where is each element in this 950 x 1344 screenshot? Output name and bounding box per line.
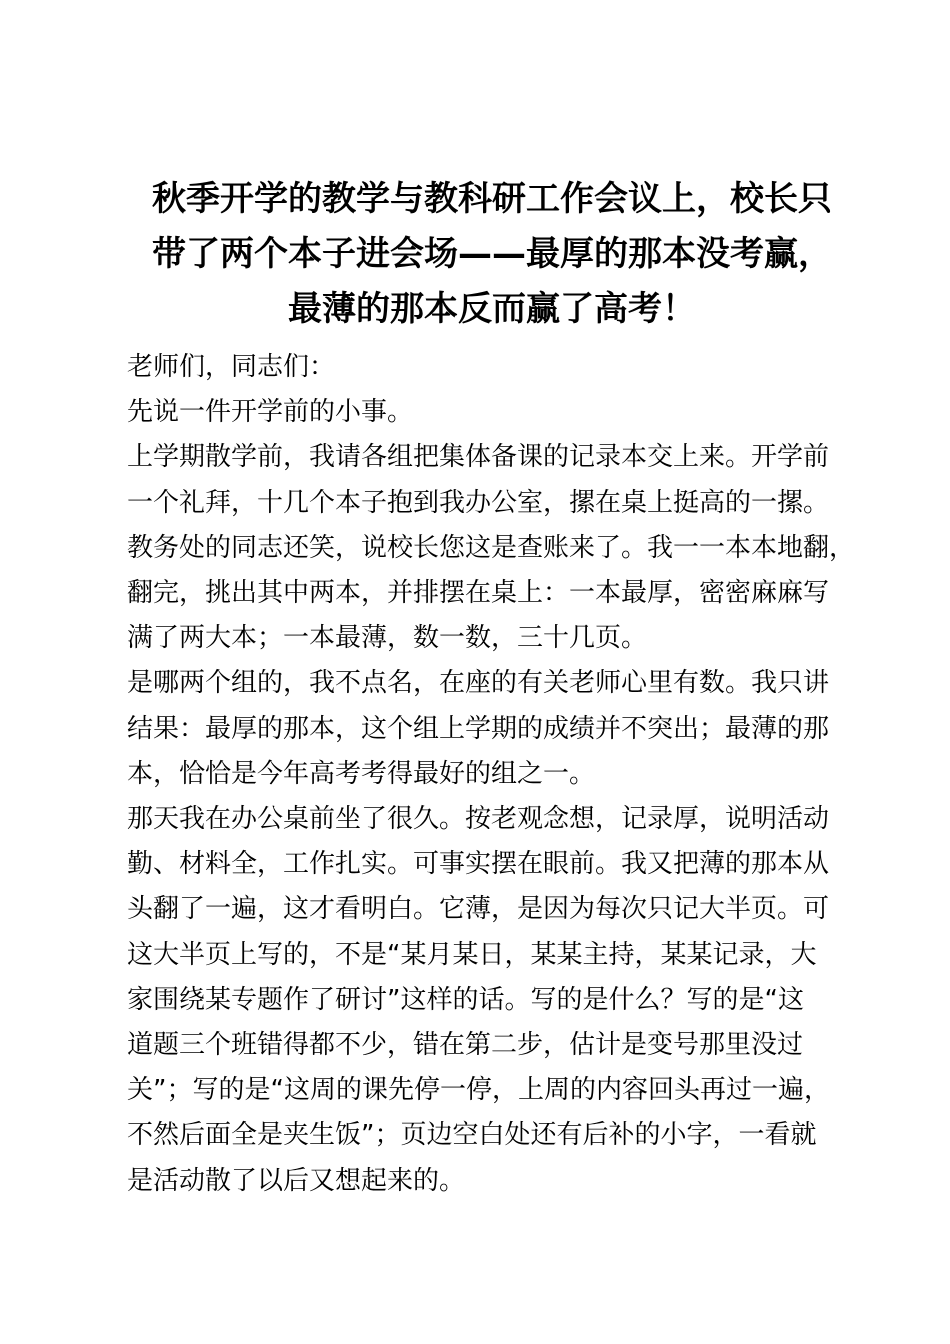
text-line: 关”；写的是“这周的课先停一停，上周的内容回头再过一遍， — [127, 1075, 830, 1106]
text-line: 满了两大本；一本最薄，数一数，三十几页。 — [127, 623, 648, 654]
text-line: 一个礼拜，十几个本子抱到我办公室，摞在桌上挺高的一摞。 — [127, 487, 830, 518]
text-line: 上学期散学前，我请各组把集体备课的记录本交上来。开学前 — [127, 442, 830, 473]
document-title — [127, 172, 857, 337]
paragraph-intro — [127, 390, 857, 435]
title-line: 带了两个本子进会场——最厚的那本没考赢， — [152, 234, 832, 274]
title-line: 秋季开学的教学与教科研工作会议上，校长只 — [152, 179, 832, 219]
text-line: 是哪两个组的，我不点名，在座的有关老师心里有数。我只讲 — [127, 668, 830, 699]
text-line: 教务处的同志还笑，说校长您这是查账来了。我一一本本地翻， — [127, 532, 856, 563]
text-line: 那天我在办公桌前坐了很久。按老观念想，记录厚，说明活动 — [127, 804, 830, 835]
paragraph-notebooks — [127, 435, 857, 661]
text-line: 翻完，挑出其中两本，并排摆在桌上：一本最厚，密密麻麻写 — [127, 578, 830, 609]
text-line: 老师们，同志们： — [127, 352, 336, 382]
text-line: 头翻了一遍，这才看明白。它薄，是因为每次只记大半页。可 — [127, 894, 830, 925]
document-body — [127, 345, 857, 1204]
text-line: 家围绕某专题作了研讨”这样的话。写的是什么？写的是“这 — [127, 984, 804, 1015]
text-line: 先说一件开学前的小事。 — [127, 397, 414, 428]
title-line: 最薄的那本反而赢了高考！ — [288, 289, 696, 329]
text-line: 勤、材料全，工作扎实。可事实摆在眼前。我又把薄的那本从 — [127, 849, 830, 880]
paragraph-reflection — [127, 797, 857, 1204]
paragraph-greeting — [127, 345, 857, 390]
document-page — [127, 172, 857, 1204]
text-line: 结果：最厚的那本，这个组上学期的成绩并不突出；最薄的那 — [127, 713, 830, 744]
text-line: 这大半页上写的，不是“某月某日，某某主持，某某记录，大 — [127, 939, 817, 970]
text-line: 是活动散了以后又想起来的。 — [127, 1165, 466, 1196]
text-line: 本，恰恰是今年高考考得最好的组之一。 — [127, 758, 596, 789]
paragraph-result — [127, 661, 857, 797]
text-line: 不然后面全是夹生饭”；页边空白处还有后补的小字，一看就 — [127, 1120, 817, 1151]
text-line: 道题三个班错得都不少，错在第二步，估计是变号那里没过 — [127, 1030, 804, 1061]
